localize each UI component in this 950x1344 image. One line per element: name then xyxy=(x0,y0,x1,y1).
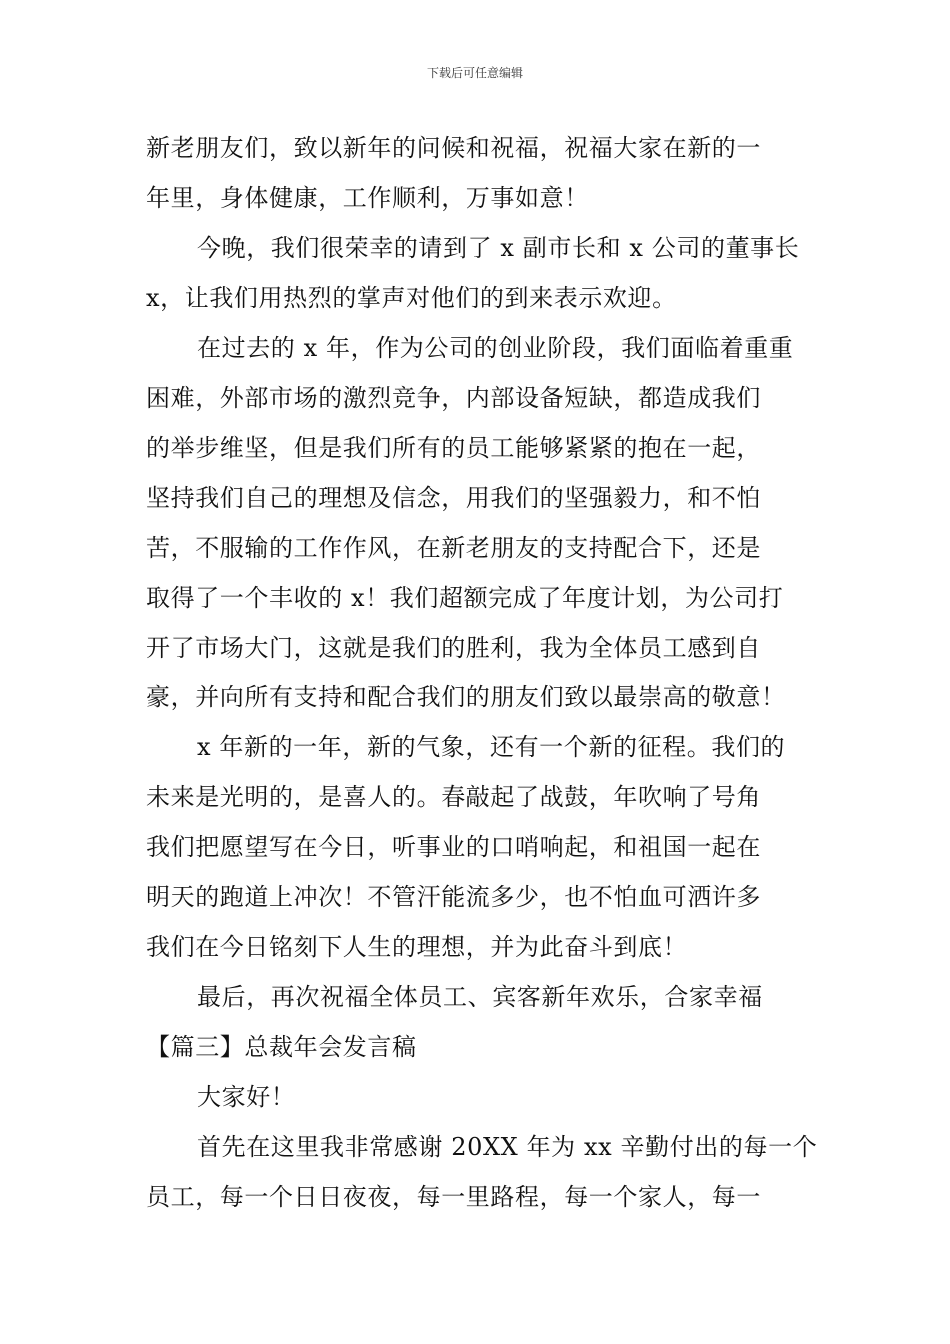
body-text-line: 在过去的 x 年，作为公司的创业阶段，我们面临着重重 xyxy=(197,334,794,362)
body-text-line: 开了市场大门，这就是我们的胜利，我为全体员工感到自 xyxy=(146,634,761,662)
body-text-line: 未来是光明的，是喜人的。春敲起了战鼓，年吹响了号角 xyxy=(146,783,761,811)
body-text-line: 坚持我们自己的理想及信念，用我们的坚强毅力，和不怕 xyxy=(146,484,761,512)
body-text-line: x 年新的一年，新的气象，还有一个新的征程。我们的 xyxy=(197,733,786,761)
body-text-line: 豪，并向所有支持和配合我们的朋友们致以最崇高的敬意！ xyxy=(146,683,786,711)
body-text-line: 今晚，我们很荣幸的请到了 x 副市长和 x 公司的董事长 xyxy=(197,234,800,262)
body-text-line: x，让我们用热烈的掌声对他们的到来表示欢迎。 xyxy=(146,284,677,312)
section-heading: 【篇三】总裁年会发言稿 xyxy=(146,1033,417,1061)
body-text-line: 苦，不服输的工作作风，在新老朋友的支持配合下，还是 xyxy=(146,534,761,562)
body-text-line: 最后，再次祝福全体员工、宾客新年欢乐，合家幸福 xyxy=(197,983,763,1011)
body-text-line: 取得了一个丰收的 x！我们超额完成了年度计划，为公司打 xyxy=(146,584,784,612)
body-text-line: 年里，身体健康，工作顺利，万事如意！ xyxy=(146,184,589,212)
body-text-line: 明天的跑道上冲次！不管汗能流多少，也不怕血可洒许多 xyxy=(146,883,761,911)
body-text-line: 的举步维坚，但是我们所有的员工能够紧紧的抱在一起， xyxy=(146,434,761,462)
body-text-line: 首先在这里我非常感谢 20XX 年为 xx 辛勤付出的每一个 xyxy=(197,1133,818,1161)
body-text-line: 我们在今日铭刻下人生的理想，并为此奋斗到底！ xyxy=(146,933,688,961)
body-text-line: 员工，每一个日日夜夜，每一里路程，每一个家人，每一 xyxy=(146,1183,761,1211)
body-text-line: 困难，外部市场的激烈竞争，内部设备短缺，都造成我们 xyxy=(146,384,761,412)
body-text-line: 我们把愿望写在今日，听事业的口哨响起，和祖国一起在 xyxy=(146,833,761,861)
greeting: 大家好！ xyxy=(197,1083,296,1111)
body-text-line: 新老朋友们，致以新年的问候和祝福，祝福大家在新的一 xyxy=(146,134,761,162)
page-header: 下载后可任意编辑 xyxy=(426,66,523,80)
